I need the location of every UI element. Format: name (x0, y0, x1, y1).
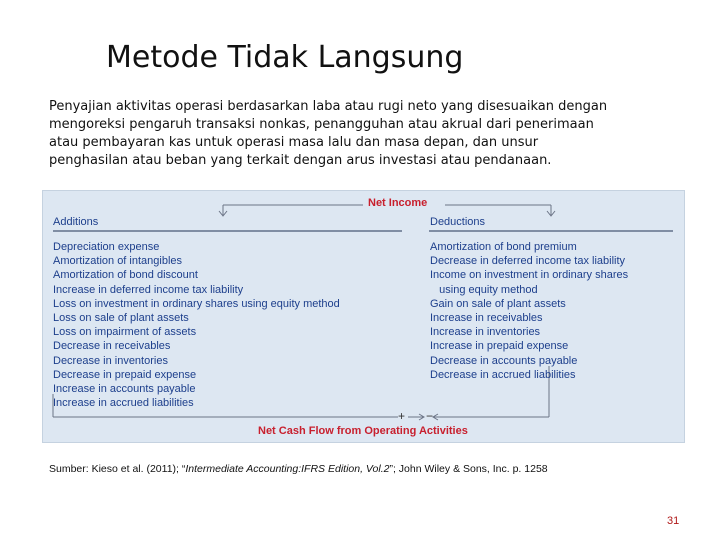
description-paragraph (49, 98, 649, 170)
source-prefix: Sumber: Kieso et al. (2011); “ (49, 463, 186, 475)
addition-item: Increase in accrued liabilities (53, 397, 194, 410)
deduction-item: Increase in prepaid expense (430, 340, 569, 353)
deduction-item: Decrease in accrued liabilities (430, 368, 576, 381)
deduction-item: Decrease in deferred income tax liability (430, 255, 626, 268)
minus-sign: − (426, 409, 434, 423)
deduction-item: using equity method (430, 283, 538, 296)
paragraph-line: atau pembayaran kas untuk operasi masa lalu dan masa depan, dan unsur (49, 135, 539, 150)
source-suffix: ”; John Wiley & Sons, Inc. p. 1258 (389, 463, 548, 475)
page-number: 31 (667, 515, 680, 527)
addition-item: Decrease in inventories (53, 354, 168, 367)
source-book-title: Intermediate Accounting:IFRS Edition, Vol.2 (185, 463, 390, 475)
deduction-item: Increase in inventories (430, 326, 541, 339)
deduction-item: Gain on sale of plant assets (430, 297, 566, 310)
addition-item: Loss on impairment of assets (53, 326, 197, 339)
paragraph-line: mengoreksi pengaruh transaksi nonkas, penangguhan atau akrual dari penerimaan (49, 117, 594, 132)
addition-item: Increase in accounts payable (53, 382, 196, 395)
addition-item: Loss on investment in ordinary shares using equity method (53, 297, 340, 310)
net-cash-flow-label: Net Cash Flow from Operating Activities (258, 425, 468, 437)
deduction-item: Decrease in accounts payable (430, 354, 578, 367)
addition-item: Loss on sale of plant assets (53, 311, 189, 324)
plus-sign: + (398, 409, 406, 423)
paragraph-line: Penyajian aktivitas operasi berdasarkan laba atau rugi neto yang disesuaikan dengan (49, 99, 608, 114)
source-citation (49, 463, 548, 475)
addition-item: Depreciation expense (53, 241, 160, 253)
deductions-column (430, 214, 628, 382)
addition-item: Increase in deferred income tax liability (53, 283, 244, 296)
additions-header: Additions (53, 216, 99, 228)
slide-title: Metode Tidak Langsung (106, 40, 464, 75)
deduction-item: Income on investment in ordinary shares (430, 269, 629, 282)
deduction-item: Increase in receivables (430, 311, 543, 324)
addition-item: Decrease in receivables (53, 340, 171, 353)
addition-item: Decrease in prepaid expense (53, 368, 197, 381)
addition-item: Amortization of intangibles (53, 255, 183, 268)
deductions-header: Deductions (430, 216, 486, 228)
paragraph-line: penghasilan atau beban yang terkait dengan arus investasi atau pendanaan. (49, 153, 552, 168)
deduction-item: Amortization of bond premium (430, 241, 577, 253)
additions-column (53, 214, 340, 410)
net-income-label: Net Income (368, 197, 428, 209)
addition-item: Amortization of bond discount (53, 269, 198, 282)
